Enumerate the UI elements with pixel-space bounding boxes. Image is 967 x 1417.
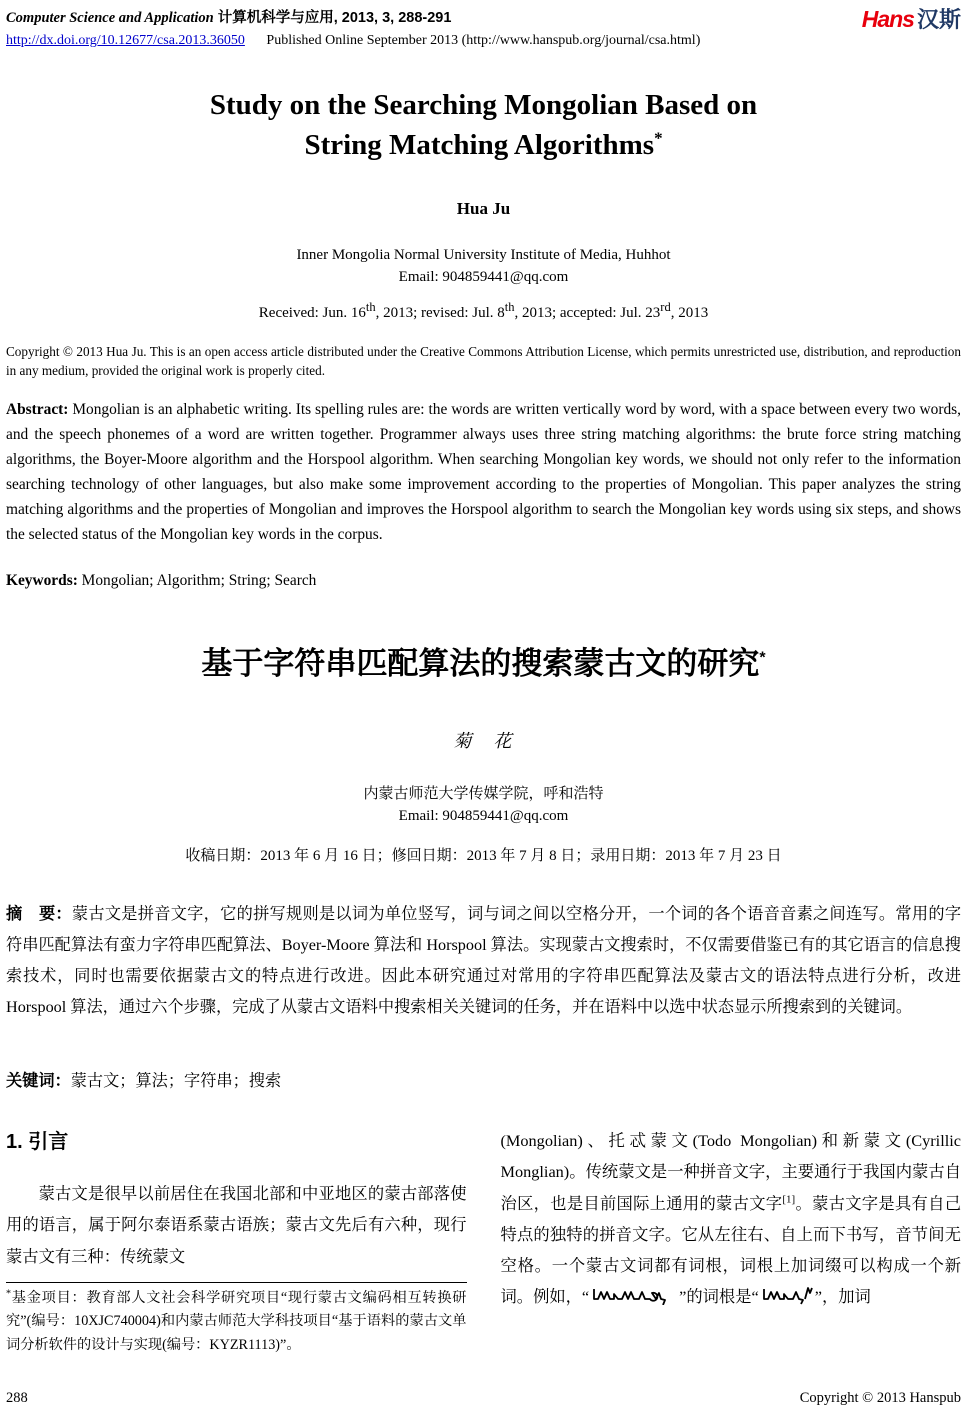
title-zh-asterisk: * <box>759 649 766 667</box>
journal-title-en: Computer Science and Application <box>6 10 214 26</box>
hans-logo-en: Hans <box>861 6 914 32</box>
intro-paragraph-right <box>501 1125 962 1313</box>
intro-paragraph-left: 蒙古文是很早以前居住在我国北部和中亚地区的蒙古部落使用的语言，属于阿尔泰语系蒙古语族；蒙古文先后有六种，现行蒙古文有三种：传统蒙文 <box>6 1183 467 1266</box>
title-line-1: Study on the Searching Mongolian Based on <box>209 89 758 121</box>
reference-marker-1: [1] <box>782 1193 796 1206</box>
intro-right-seg1: (Mongolian)、托忒蒙文(Todo Mongolian)和新蒙文(Cyrillic Monglian)。传统蒙文是一种拼音文字，主要通行于我国内蒙古自治区，也是目前国际上通用的蒙古文字 <box>500 1130 961 1213</box>
footnote-body: 基金项目：教育部人文社会科学研究项目“现行蒙古文编码相互转换研究”(编号：10XJC740004)和内蒙古师范大学科技项目“基于语料的蒙古文单词分析软件的设计与实现(编号：KYZR1113)”。 <box>6 1289 467 1353</box>
affiliation-zh: 内蒙古师范大学传媒学院，呼和浩特 <box>363 785 604 802</box>
keywords-text-en: Mongolian; Algorithm; String; Search <box>77 571 317 589</box>
hans-logo <box>862 8 961 31</box>
abstract-text-en: Mongolian is an alphabetic writing. Its spelling rules are: the words are written vertically word by word, with a space between every two words, and the speech phonemes of a word are written together. Programmer always uses three string matching algorithms: the brute force string matching algorithms, the Boyer-Moore algorithm and the Horspool algorithm. When searching Mongolian key words, we should not only refer to the information searching technology of other languages, but also make some improvement according to the properties of Mongolian. This paper analyzes the string matching algorithms and the properties of Mongolian and improves the Horspool algorithm to search the Mongolian key words using six steps, and shows the selected status of the Mongolian key words in the corpus. <box>6 400 961 543</box>
affiliation-block-en <box>6 245 961 289</box>
dates-zh: 收稿日期：2013 年 6 月 16 日；修回日期：2013 年 7 月 8 日；录用日期：2013 年 7 月 23 日 <box>185 847 782 864</box>
abstract-zh <box>6 899 961 1023</box>
keywords-en <box>6 572 961 590</box>
received-part: Received: Jun. 16 <box>258 304 366 321</box>
received-part: , 2013; accepted: Jul. 23 <box>514 304 661 321</box>
intro-right-seg3: ”的词根是“ <box>679 1287 759 1307</box>
keywords-label-zh: 关键词： <box>6 1071 71 1090</box>
received-part: , 2013; revised: Jul. 8 <box>375 304 505 321</box>
footer-copyright: Copyright © 2013 Hanspub <box>799 1390 961 1406</box>
affiliation-block-zh <box>6 783 961 828</box>
section-1-heading: 1. 引言 <box>6 1130 69 1153</box>
email-en: Email: 904859441@qq.com <box>398 268 569 285</box>
author-zh: 菊 花 <box>453 730 514 751</box>
page-number: 288 <box>6 1390 28 1406</box>
journal-title-zh: 计算机科学与应用, 2013, 3, 288-291 <box>217 10 452 26</box>
hans-logo-zh: 汉斯 <box>916 7 961 32</box>
intro-right-seg2: 。蒙古文字是具有自己特点的独特的拼音文字。它从左往右、自上而下书写，音节间无空格。一个蒙古文词都有词根，词根上加词缀可以构成一个新词。例如，“ <box>500 1193 961 1307</box>
paper-title-en <box>6 85 961 165</box>
affiliation-en: Inner Mongolia Normal University Institute of Media, Huhhot <box>296 247 671 264</box>
email-zh: Email: 904859441@qq.com <box>398 808 569 825</box>
page-header <box>6 8 961 31</box>
mongolian-script-word-icon <box>591 1285 677 1305</box>
abstract-en <box>6 398 961 548</box>
keywords-zh <box>6 1067 961 1091</box>
title-asterisk: * <box>654 128 663 148</box>
abstract-text-zh: 蒙古文是拼音文字，它的拼写规则是以词为单位竖写，词与词之间以空格分开，一个词的各个语音音素之间连写。常用的字符串匹配算法有蛮力字符串匹配算法、Boyer-Moore 算法和 Horspool 算法。实现蒙古文搜索时，不仅需要借鉴已有的其它语言的信息搜索技术，同时也需要依据蒙古文的特点进行改进。因此本研究通过对常用的字符串匹配算法及蒙古文的语法特点进行分析，改进 Horspool 算法，通过六个步骤，完成了从蒙古文语料中搜索相关关键词的任务，并在语料中以选中状态显示所搜索到的关键词。 <box>6 904 962 1016</box>
author-en: Hua Ju <box>456 199 511 219</box>
right-column <box>501 1125 962 1357</box>
received-sup: th <box>504 299 515 314</box>
doi-line <box>6 33 961 49</box>
received-sup: rd <box>660 299 671 314</box>
left-column <box>6 1125 467 1357</box>
paper-title-zh <box>6 638 961 683</box>
journal-title <box>6 8 451 28</box>
keywords-label-en: Keywords: <box>6 571 78 589</box>
abstract-label-zh: 摘 要： <box>6 904 72 923</box>
received-part: , 2013 <box>670 304 709 321</box>
copyright-notice: Copyright © 2013 Hua Ju. This is an open access article distributed under the Creative Commons Attribution License, which permits unrestricted use, distribution, and reproduction in any medium, provided the original work is properly cited. <box>6 343 961 378</box>
footnote-marker: * <box>6 1288 11 1300</box>
footnote-text <box>6 1287 467 1357</box>
intro-right-seg4: ”，加词 <box>814 1287 871 1307</box>
mongolian-script-root-icon <box>761 1285 813 1305</box>
received-line <box>6 299 961 322</box>
doi-link[interactable]: http://dx.doi.org/10.12677/csa.2013.36050 <box>6 33 245 48</box>
footnote <box>6 1282 467 1357</box>
page-footer <box>6 1390 961 1407</box>
title-zh-text: 基于字符串匹配算法的搜索蒙古文的研究 <box>201 645 760 681</box>
received-sup: th <box>365 299 376 314</box>
keywords-text-zh: 蒙古文；算法；字符串；搜索 <box>70 1071 282 1090</box>
body-columns <box>6 1125 961 1357</box>
abstract-label-en: Abstract: <box>6 400 69 418</box>
footnote-rule <box>6 1282 467 1283</box>
published-online: Published Online September 2013 (http://www.hanspub.org/journal/csa.html) <box>266 33 701 48</box>
title-line-2: String Matching Algorithms <box>304 129 655 162</box>
